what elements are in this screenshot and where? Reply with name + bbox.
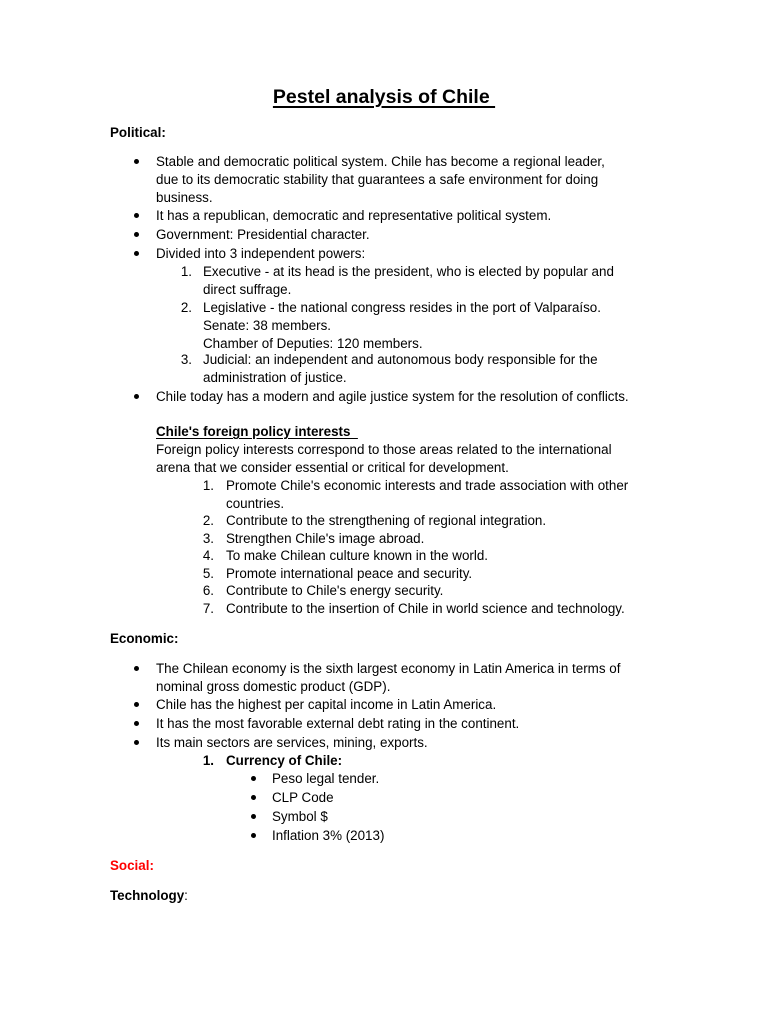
list-number: 2. xyxy=(180,300,192,315)
list-item: Executive - at its head is the president, who is elected by popular and direct suffrage. xyxy=(203,264,614,297)
list-item: Symbol $ xyxy=(272,809,328,824)
bullet-marker xyxy=(134,721,139,726)
list-item: Promote Chile's economic interests and trade association with other countries. xyxy=(226,478,629,511)
bullet-marker xyxy=(251,814,256,819)
list-item: Inflation 3% (2013) xyxy=(272,828,385,843)
list-item: Legislative - the national congress resides in the port of Valparaíso. Senate: 38 members. Chamber of Deputies: 120 members. xyxy=(203,300,601,351)
political-heading: Political: xyxy=(110,125,166,140)
list-item: Government: Presidential character. xyxy=(156,227,370,242)
social-heading: Social: xyxy=(110,858,154,873)
list-number: 1. xyxy=(202,478,214,493)
list-number: 6. xyxy=(202,583,214,598)
list-item: Divided into 3 independent powers: xyxy=(156,246,366,261)
bullet-marker xyxy=(251,833,256,838)
list-item: Stable and democratic political system. Chile has become a regional leader, due to its democratic stability that guarantees a safe environment for doing business. xyxy=(156,154,605,205)
list-number: 1. xyxy=(202,753,214,768)
currency-heading: Currency of Chile: xyxy=(226,753,343,768)
list-item: To make Chilean culture known in the world. xyxy=(226,548,488,563)
bullet-marker xyxy=(134,232,139,237)
list-item: Contribute to Chile's energy security. xyxy=(226,583,444,598)
list-item: The Chilean economy is the sixth largest economy in Latin America in terms of nominal gross domestic product (GDP). xyxy=(156,661,621,694)
list-item: Its main sectors are services, mining, exports. xyxy=(156,735,428,750)
bullet-marker xyxy=(134,394,139,399)
bullet-marker xyxy=(251,776,256,781)
list-item: It has the most favorable external debt rating in the continent. xyxy=(156,716,520,731)
list-item: CLP Code xyxy=(272,790,334,805)
list-number: 1. xyxy=(180,264,192,279)
foreign-policy-heading: Chile's foreign policy interests xyxy=(156,424,358,439)
foreign-policy-intro: Foreign policy interests correspond to those areas related to the international arena that we consider essential or critical for development. xyxy=(156,442,612,475)
list-number: 7. xyxy=(202,601,214,616)
bullet-marker xyxy=(134,666,139,671)
bullet-marker xyxy=(134,740,139,745)
list-item: Promote international peace and security. xyxy=(226,566,473,581)
list-item: Contribute to the strengthening of regional integration. xyxy=(226,513,547,528)
list-number: 3. xyxy=(202,531,214,546)
bullet-marker xyxy=(134,213,139,218)
list-number: 2. xyxy=(202,513,214,528)
list-number: 4. xyxy=(202,548,214,563)
bullet-marker xyxy=(251,795,256,800)
list-number: 5. xyxy=(202,566,214,581)
technology-heading: Technology: xyxy=(110,888,188,903)
list-item: It has a republican, democratic and representative political system. xyxy=(156,208,552,223)
economic-heading: Economic: xyxy=(110,631,179,646)
bullet-marker xyxy=(134,251,139,256)
list-item: Peso legal tender. xyxy=(272,771,380,786)
page-title: Pestel analysis of Chile xyxy=(272,86,496,108)
list-item: Chile has the highest per capital income in Latin America. xyxy=(156,697,497,712)
list-item: Judicial: an independent and autonomous body responsible for the administration of justice. xyxy=(203,352,598,385)
bullet-marker xyxy=(134,159,139,164)
list-item: Chile today has a modern and agile justice system for the resolution of conflicts. xyxy=(156,389,629,404)
list-item: Strengthen Chile's image abroad. xyxy=(226,531,425,546)
list-number: 3. xyxy=(180,352,192,367)
list-item: Contribute to the insertion of Chile in world science and technology. xyxy=(226,601,625,616)
bullet-marker xyxy=(134,702,139,707)
